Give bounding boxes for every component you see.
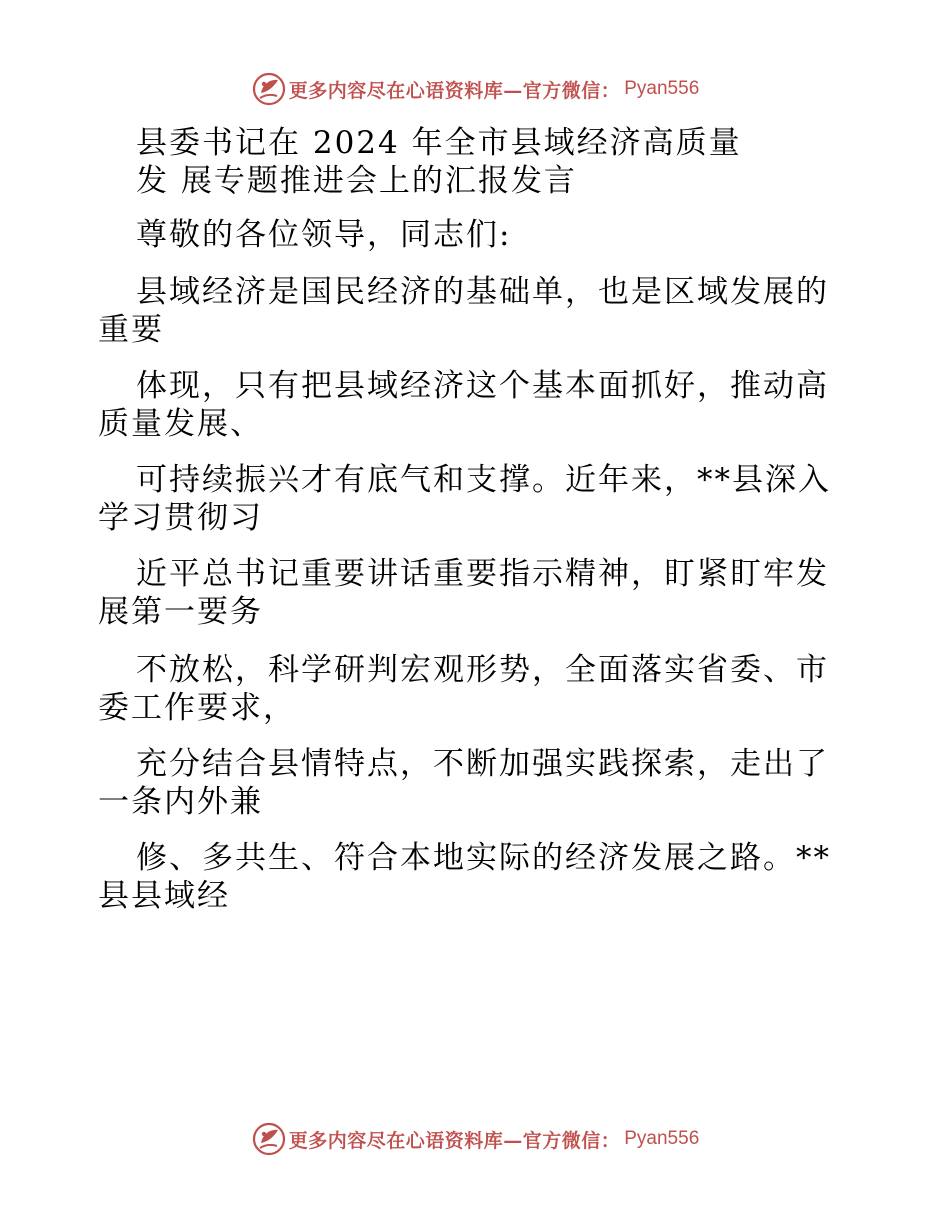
paragraph-line: 修、多共生、符合本地实际的经济发展之路。** [136, 840, 831, 876]
paragraph-line: 一条内外兼 [98, 784, 263, 820]
watermark-footer [0, 1119, 950, 1159]
watermark-text: 更多内容尽在心语资料库—官方微信： [288, 79, 621, 102]
paragraph-line: 质量发展、 [98, 406, 263, 442]
watermark-text: 更多内容尽在心语资料库—官方微信： [288, 1129, 621, 1152]
title-line-1: 县委书记在 2024 年全市县域经济高质量 [136, 125, 742, 161]
watermark-wechat-id: Pyan556 [624, 78, 700, 99]
paragraph-line: 体现，只有把县域经济这个基本面抓好，推动高 [136, 368, 829, 404]
watermark-header [0, 69, 950, 109]
salutation: 尊敬的各位领导，同志们: [136, 217, 512, 253]
paragraph-line: 委工作要求， [98, 690, 296, 726]
paragraph-line: 可持续振兴才有底气和支撑。近年来，**县深入 [136, 462, 831, 498]
paragraph-line: 学习贯彻习 [98, 500, 263, 536]
paragraph-line: 充分结合县情特点，不断加强实践探索，走出了 [136, 746, 829, 782]
paragraph-line: 重要 [98, 312, 164, 348]
paragraph-line: 展第一要务 [98, 594, 263, 630]
flower-logo-icon [251, 1121, 287, 1157]
title-line-2: 发 展专题推进会上的汇报发言 [136, 163, 577, 199]
paragraph-line: 县域经济是国民经济的基础单，也是区域发展的 [136, 274, 829, 310]
paragraph-line: 不放松，科学研判宏观形势，全面落实省委、市 [136, 652, 829, 688]
paragraph-line: 近平总书记重要讲话重要指示精神，盯紧盯牢发 [136, 556, 829, 592]
document-body [98, 124, 850, 915]
flower-logo-icon [251, 71, 287, 107]
paragraph-line: 县县域经 [98, 878, 230, 914]
watermark-wechat-id: Pyan556 [624, 1128, 700, 1149]
